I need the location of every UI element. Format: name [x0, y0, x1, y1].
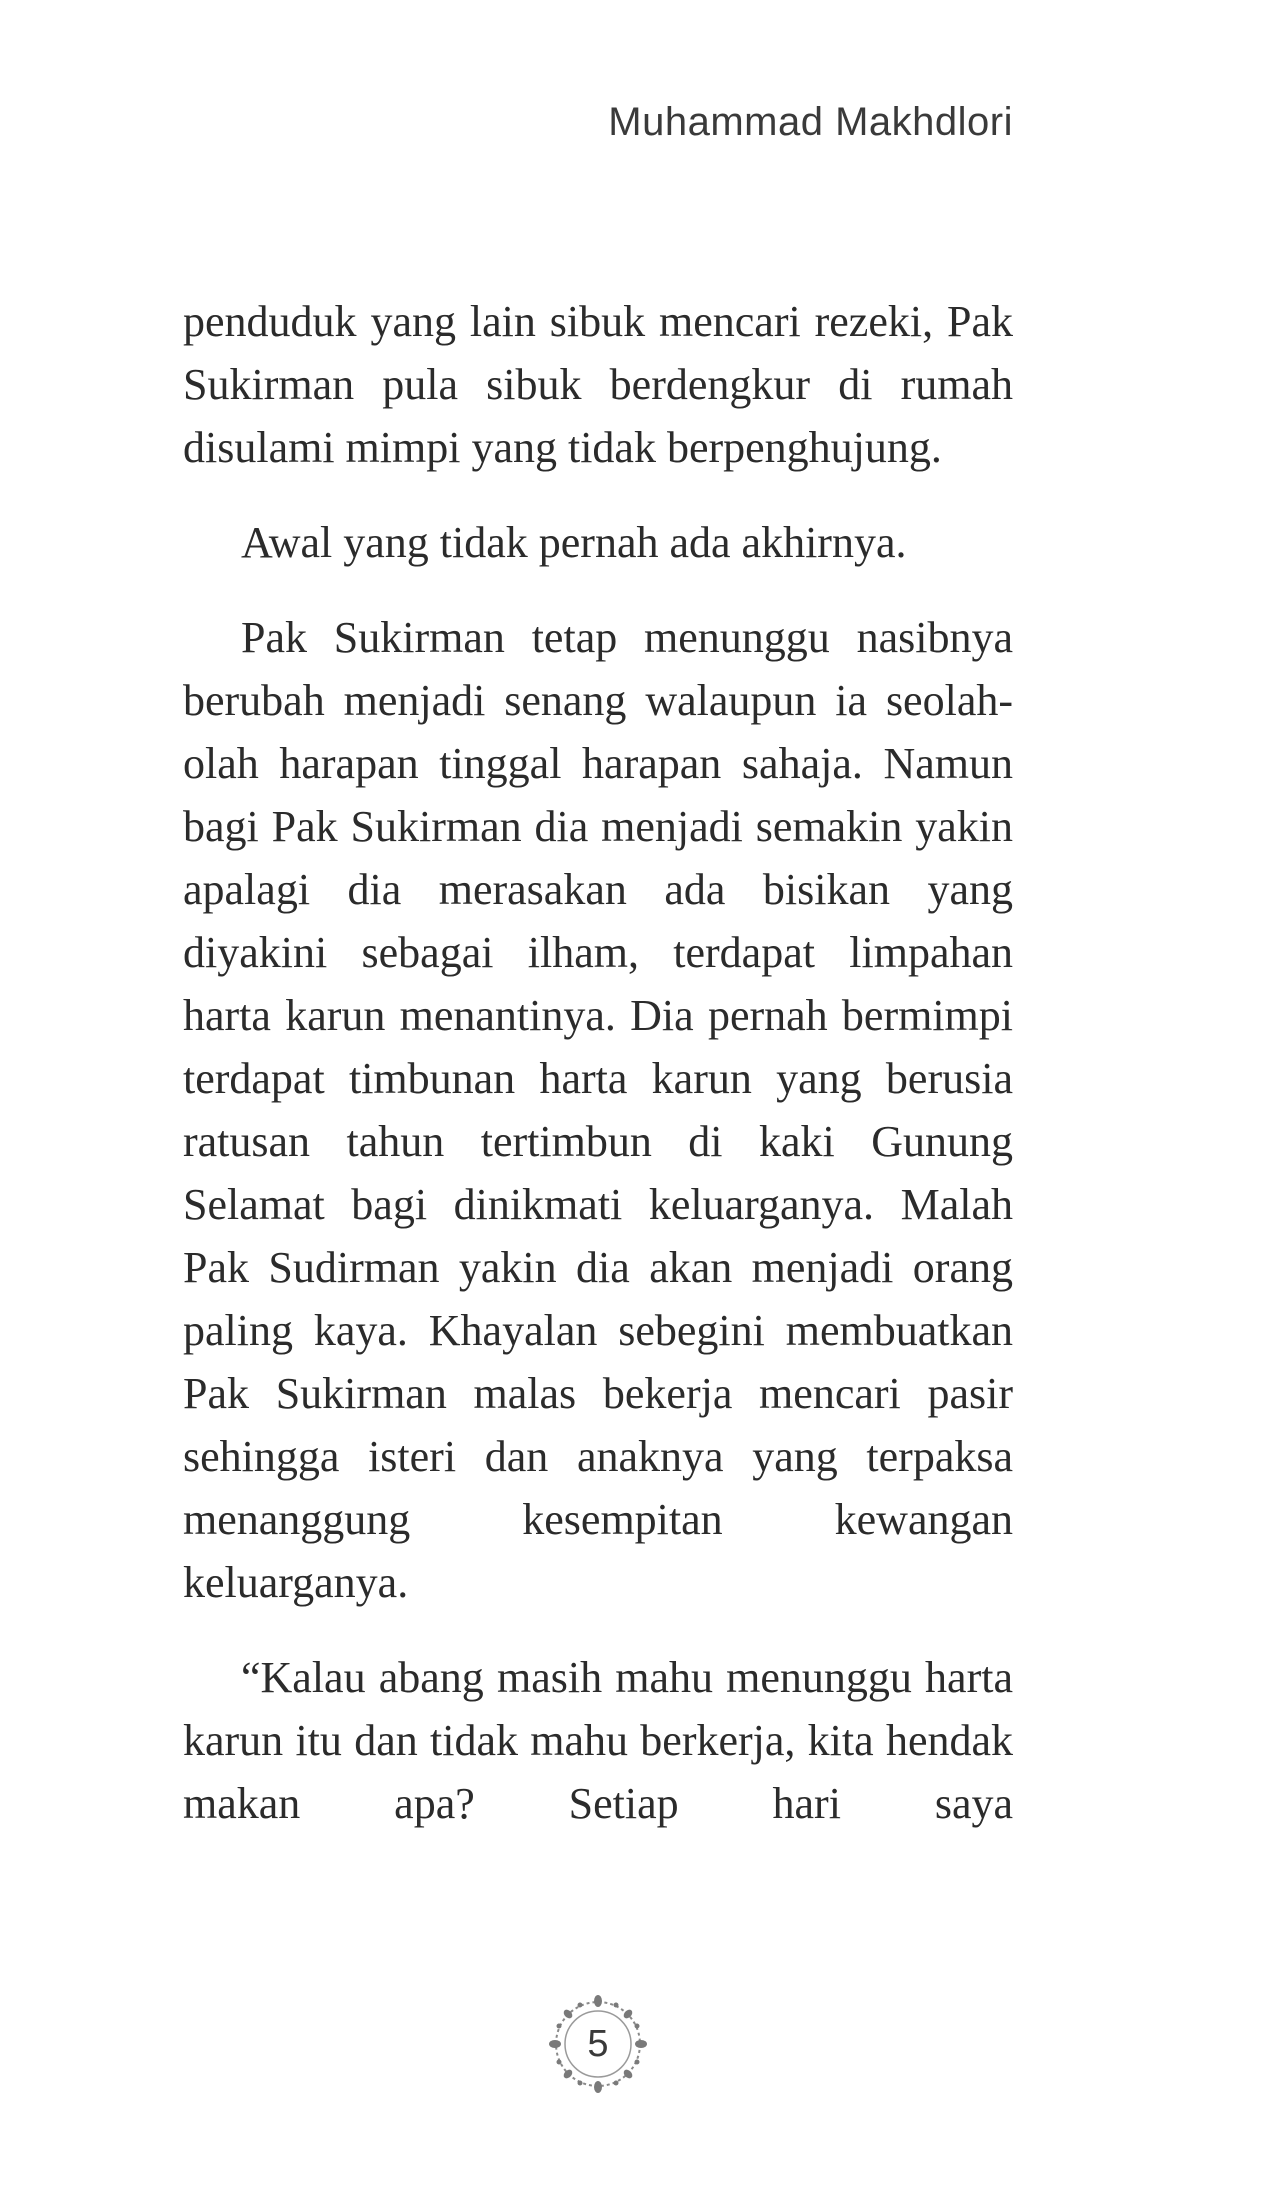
- paragraph-short: Awal yang tidak pernah ada akhirnya.: [241, 518, 907, 567]
- paragraph-dialogue: “Kalau abang masih mahu menunggu harta karun itu dan tidak mahu berkerja, kita hendak makan apa? Setiap hari saya: [183, 1653, 1013, 1828]
- page-number: 5: [587, 2023, 609, 2065]
- paragraph-main: Pak Sukirman tetap menunggu nasibnya berubah menjadi senang walaupun ia seolah-olah harapan tinggal harapan sahaja. Namun bagi Pak Sukirman dia menjadi semakin yakin apalagi dia merasakan ada bisikan yang diyakini sebagai ilham, terdapat limpahan harta karun menantinya. Dia pernah bermimpi terdapat timbunan harta karun yang berusia ratusan tahun tertimbun di kaki Gunung Selamat bagi dinikmati keluarganya. Malah Pak Sudirman yakin dia akan menjadi orang paling kaya. Khayalan sebegini membuatkan Pak Sukirman malas bekerja mencari pasir sehingga isteri dan anaknya yang terpaksa menanggung kesempitan kewangan keluarganya.: [183, 613, 1013, 1607]
- body-text: [183, 290, 1013, 1867]
- paragraph-continued: penduduk yang lain sibuk mencari rezeki, Pak Sukirman pula sibuk berdengkur di rumah disulami mimpi yang tidak berpenghujung.: [183, 297, 1013, 472]
- running-header-author: Muhammad Makhdlori: [608, 100, 1013, 144]
- page-number-badge: [547, 1993, 649, 2095]
